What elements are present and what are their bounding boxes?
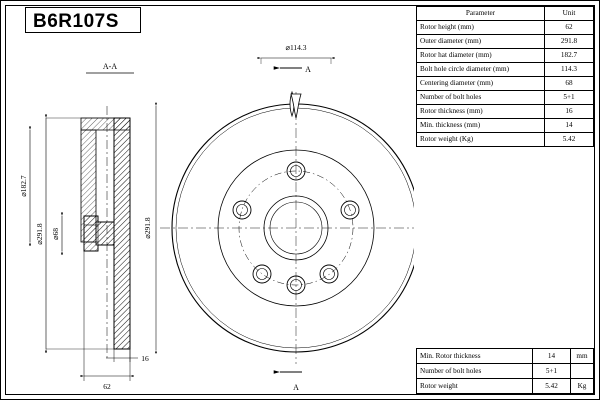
dim-centering-diameter-label: ⌀68 <box>51 227 60 241</box>
table-row <box>417 379 594 394</box>
parameter-table <box>416 6 594 147</box>
table-row <box>417 91 594 105</box>
table-row <box>417 105 594 119</box>
parameter-name: Rotor height (mm) <box>417 21 545 35</box>
summary-value: 14 <box>533 349 571 364</box>
section-mark-bottom: A <box>293 383 299 392</box>
summary-unit <box>571 364 594 379</box>
table-row <box>417 49 594 63</box>
dim-height-label: 62 <box>103 382 111 391</box>
summary-name: Min. Rotor thickness <box>417 349 533 364</box>
summary-unit: mm <box>571 349 594 364</box>
parameter-name: Bolt hole circle diameter (mm) <box>417 63 545 77</box>
section-mark-top: A <box>305 65 311 74</box>
parameter-value: 5+1 <box>545 91 594 105</box>
parameter-name: Rotor weight (Kg) <box>417 133 545 147</box>
table-row <box>417 349 594 364</box>
parameter-value: 114.3 <box>545 63 594 77</box>
parameter-header: Parameter <box>417 7 545 21</box>
parameter-value: 68 <box>545 77 594 91</box>
table-row <box>417 119 594 133</box>
dim-outer-diameter-label: ⌀291.8 <box>143 217 152 239</box>
summary-value: 5+1 <box>533 364 571 379</box>
page-title: B6R107S <box>33 11 119 32</box>
parameter-value: 291.8 <box>545 35 594 49</box>
section-view <box>19 62 149 391</box>
parameter-name: Number of bolt holes <box>417 91 545 105</box>
parameter-name: Min. thickness (mm) <box>417 119 545 133</box>
table-row <box>417 364 594 379</box>
parameter-value: 16 <box>545 105 594 119</box>
table-row <box>417 77 594 91</box>
parameter-name: Centering diameter (mm) <box>417 77 545 91</box>
dim-thickness-label: 16 <box>141 354 149 363</box>
table-header-row <box>417 7 594 21</box>
parameter-name: Rotor hat diameter (mm) <box>417 49 545 63</box>
unit-header: Unit <box>545 7 594 21</box>
technical-drawing <box>6 6 414 396</box>
dim-hat-diameter-label: ⌀182.7 <box>19 175 28 197</box>
parameter-value: 14 <box>545 119 594 133</box>
parameter-value: 5.42 <box>545 133 594 147</box>
summary-value: 5.42 <box>533 379 571 394</box>
dim-outer-diameter-left-label: ⌀291.8 <box>35 223 44 245</box>
parameter-name: Outer diameter (mm) <box>417 35 545 49</box>
parameter-value: 62 <box>545 21 594 35</box>
face-view <box>143 43 414 392</box>
parameter-name: Rotor thickness (mm) <box>417 105 545 119</box>
section-label: A-A <box>102 62 118 71</box>
table-row <box>417 133 594 147</box>
parameter-value: 182.7 <box>545 49 594 63</box>
dim-bolt-circle-label: ⌀114.3 <box>285 43 307 52</box>
summary-table <box>416 348 594 394</box>
summary-unit: Kg <box>571 379 594 394</box>
drawing-canvas <box>6 6 414 396</box>
summary-name: Number of bolt holes <box>417 364 533 379</box>
table-row <box>417 21 594 35</box>
table-row <box>417 63 594 77</box>
table-row <box>417 35 594 49</box>
summary-name: Rotor weight <box>417 379 533 394</box>
